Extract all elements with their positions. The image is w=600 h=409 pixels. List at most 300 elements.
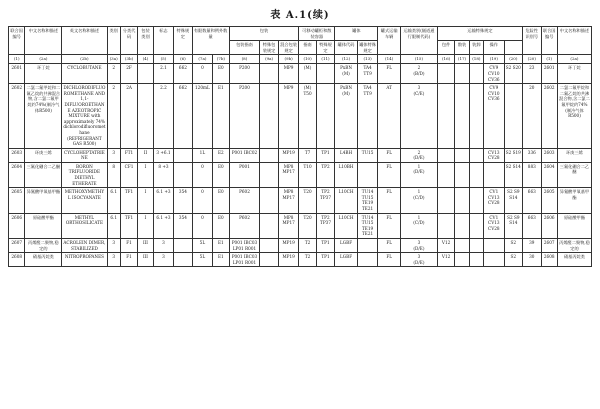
cell-cls: 2 bbox=[107, 84, 120, 149]
table-title: 表 A.1(续) bbox=[270, 10, 330, 21]
cell-eq: E0 bbox=[213, 64, 229, 84]
cell-pg bbox=[138, 64, 153, 84]
cell-cat bbox=[400, 253, 437, 267]
cell-un: 2601 bbox=[9, 64, 25, 84]
cell-lq: 5L bbox=[192, 239, 213, 253]
cell-veh: FL bbox=[378, 253, 401, 267]
transport-category: 3 bbox=[417, 240, 421, 245]
cell-en: CYCLOBUTANE bbox=[62, 64, 107, 84]
column-number: (16) bbox=[437, 55, 454, 64]
column-number: (1) bbox=[9, 55, 25, 64]
cell-v19 bbox=[484, 239, 505, 253]
cell-eq: E0 bbox=[213, 213, 229, 238]
cell-mp: MP8 MP17 bbox=[278, 188, 299, 213]
cell-veh: FL bbox=[378, 188, 401, 213]
cell-code: TF1 bbox=[120, 213, 137, 238]
cell-ti: T2 bbox=[299, 253, 316, 267]
cell-cn2: 硝基丙烷类 bbox=[557, 253, 591, 267]
cell-v16 bbox=[437, 213, 454, 238]
cell-psp bbox=[260, 84, 278, 149]
table-row bbox=[9, 64, 592, 84]
header-bulk: 散装 bbox=[455, 41, 469, 55]
cell-cat bbox=[400, 188, 437, 213]
cell-lbl: 6.1 +3 bbox=[153, 188, 174, 213]
cell-cls: 6.1 bbox=[107, 188, 120, 213]
cell-pg: I bbox=[138, 188, 153, 213]
cell-un2: 2604 bbox=[541, 162, 557, 187]
cell-sp: 662 bbox=[174, 64, 192, 84]
cell-un: 2603 bbox=[9, 148, 25, 162]
header-cn-name-right: 中文名称和描述 bbox=[557, 27, 591, 55]
cell-cls: 3 bbox=[107, 253, 120, 267]
table-row bbox=[9, 148, 592, 162]
header-packaging: 包装 bbox=[229, 27, 299, 41]
cell-lq: 0 bbox=[192, 188, 213, 213]
cell-v18 bbox=[469, 84, 483, 149]
cell-ts: TA4 TT9 bbox=[357, 84, 378, 149]
column-number: (17) bbox=[455, 55, 469, 64]
cell-cls: 3 bbox=[107, 148, 120, 162]
cell-en: DICHLORODIFLUOROMETHANE AND 1,1-DIFLUOROETHANE AZEOTROPIC MIXTURE with approximately 74% dichlorodifluoromethane (REFRIGERANT GAS R500) bbox=[62, 84, 107, 149]
cell-hin: 23 bbox=[523, 64, 541, 84]
cell-v16: V12 bbox=[437, 239, 454, 253]
cell-un: 2602 bbox=[9, 84, 25, 149]
column-number: (19) bbox=[484, 55, 505, 64]
header-pack-instructions: 包装指南 bbox=[229, 41, 260, 55]
table-row bbox=[9, 162, 592, 187]
cell-v16 bbox=[437, 64, 454, 84]
cell-sp bbox=[174, 253, 192, 267]
cell-un2: 2607 bbox=[541, 239, 557, 253]
column-number: (13) bbox=[357, 55, 378, 64]
cell-lq: 5L bbox=[192, 253, 213, 267]
cell-eq: E1 bbox=[213, 239, 229, 253]
cell-v20: S2 bbox=[504, 253, 522, 267]
cell-tsp: TP2 TP37 bbox=[316, 188, 334, 213]
header-un: 联合国编号 bbox=[9, 27, 25, 55]
column-number: (2a) bbox=[25, 55, 62, 64]
dangerous-goods-table bbox=[8, 26, 592, 267]
cell-pi: P602 bbox=[229, 188, 260, 213]
cell-cat bbox=[400, 84, 437, 149]
cell-pg bbox=[138, 84, 153, 149]
cell-v17 bbox=[455, 84, 469, 149]
header-pack-special: 特殊包装规定 bbox=[260, 41, 278, 55]
tunnel-code: (D/E) bbox=[413, 155, 425, 161]
header-loading: 装卸 bbox=[469, 41, 483, 55]
cell-v18 bbox=[469, 188, 483, 213]
cell-v20: S2 S20 bbox=[504, 64, 522, 84]
cell-eq: E2 bbox=[213, 148, 229, 162]
column-number: (2a) bbox=[557, 55, 591, 64]
column-number: (5) bbox=[153, 55, 174, 64]
header-special-provisions: 特殊规定 bbox=[174, 27, 192, 55]
cell-pi: P200 bbox=[229, 84, 260, 149]
cell-un2: 2608 bbox=[541, 253, 557, 267]
cell-cat bbox=[400, 239, 437, 253]
table-row bbox=[9, 213, 592, 238]
cell-ts: TU14 TU15 TE19 TE21 bbox=[357, 213, 378, 238]
cell-v18 bbox=[469, 162, 483, 187]
table-row bbox=[9, 188, 592, 213]
cell-mp: MP8 MP17 bbox=[278, 162, 299, 187]
cell-sp bbox=[174, 162, 192, 187]
cell-tsp: TP1 bbox=[316, 239, 334, 253]
column-number: (4) bbox=[138, 55, 153, 64]
table-body bbox=[9, 64, 592, 267]
column-number: (1) bbox=[541, 55, 557, 64]
cell-hin: 883 bbox=[523, 162, 541, 187]
cell-en: CYCLOHEPTATRIENE bbox=[62, 148, 107, 162]
cell-v17 bbox=[455, 148, 469, 162]
cell-v17 bbox=[455, 213, 469, 238]
cell-tc: LGBF bbox=[335, 253, 358, 267]
cell-mp: MP9 bbox=[278, 64, 299, 84]
header-tank-spec: 罐体特殊规定 bbox=[357, 41, 378, 55]
table-row bbox=[9, 239, 592, 253]
header-cn-name: 中文名称和描述 bbox=[25, 27, 62, 55]
header-tank-code: 罐体代码 bbox=[335, 41, 358, 55]
cell-cn: 环庚三烯 bbox=[25, 148, 62, 162]
cell-ts bbox=[357, 162, 378, 187]
cell-cls: 6.1 bbox=[107, 213, 120, 238]
cell-tc: PxBN (M) bbox=[335, 64, 358, 84]
cell-cat bbox=[400, 162, 437, 187]
cell-ts bbox=[357, 239, 378, 253]
cell-pi: P001 bbox=[229, 162, 260, 187]
cell-pg: III bbox=[138, 239, 153, 253]
cell-tsp: TP1 bbox=[316, 253, 334, 267]
cell-cn: 三氟化硼合二乙醚 bbox=[25, 162, 62, 187]
cell-ts: TU14 TU15 TE19 TE21 bbox=[357, 188, 378, 213]
cell-cn: 原硅酸甲酯 bbox=[25, 213, 62, 238]
cell-eq: E1 bbox=[213, 253, 229, 267]
cell-v18 bbox=[469, 253, 483, 267]
cell-lq: 0 bbox=[192, 162, 213, 187]
cell-eq: E0 bbox=[213, 162, 229, 187]
cell-v20: S2 S9 S14 bbox=[504, 188, 522, 213]
cell-code: F1 bbox=[120, 253, 137, 267]
cell-code: TF1 bbox=[120, 188, 137, 213]
cell-v19: CV9 CV10 CV36 bbox=[484, 64, 505, 84]
cell-v19: CV9 CV10 CV36 bbox=[484, 84, 505, 149]
cell-cn: 异氰酸甲氧基甲酯 bbox=[25, 188, 62, 213]
cell-v16: V12 bbox=[437, 253, 454, 267]
cell-pi: P200 bbox=[229, 64, 260, 84]
cell-v19: CV1 CV13 CV28 bbox=[484, 213, 505, 238]
column-number: (3a) bbox=[107, 55, 120, 64]
cell-cn2: 二氯二氟甲烷和二氟乙烷的共沸混合物,含二氯二氟甲烷约74%(制冷气体R500) bbox=[557, 84, 591, 149]
cell-un: 2604 bbox=[9, 162, 25, 187]
cell-tc: L4BH bbox=[335, 148, 358, 162]
column-number: (11) bbox=[316, 55, 334, 64]
cell-sp: 354 bbox=[174, 213, 192, 238]
cell-code: CF1 bbox=[120, 162, 137, 187]
cell-ti: T2 bbox=[299, 239, 316, 253]
tunnel-code: (D/E) bbox=[413, 245, 425, 251]
header-un-right: 联合国编号 bbox=[541, 27, 557, 55]
header-blank bbox=[504, 41, 522, 55]
cell-v17 bbox=[455, 64, 469, 84]
header-transport-category: 运输类别(隧道通行限制代码) bbox=[400, 27, 437, 55]
cell-v20: S2 bbox=[504, 239, 522, 253]
column-number-row bbox=[9, 55, 592, 64]
cell-lbl: 3 +6.1 bbox=[153, 148, 174, 162]
cell-v20 bbox=[504, 84, 522, 149]
cell-veh: FL bbox=[378, 162, 401, 187]
column-number: (10) bbox=[299, 55, 316, 64]
cell-pi: P001 IBC02 bbox=[229, 148, 260, 162]
column-number: (6) bbox=[174, 55, 192, 64]
cell-psp bbox=[260, 64, 278, 84]
cell-ts: TA4 TT9 bbox=[357, 64, 378, 84]
cell-sp: 354 bbox=[174, 188, 192, 213]
cell-v17 bbox=[455, 239, 469, 253]
cell-code: FT1 bbox=[120, 148, 137, 162]
header-class: 类别 bbox=[107, 27, 120, 55]
cell-pg: I bbox=[138, 162, 153, 187]
tunnel-code: (B/D) bbox=[413, 70, 425, 76]
header-special-transport: 运输特殊规定 bbox=[437, 27, 522, 41]
table-row bbox=[9, 253, 592, 267]
cell-cn: 硝基丙烷类 bbox=[25, 253, 62, 267]
cell-tsp bbox=[316, 84, 334, 149]
column-number: (2b) bbox=[62, 55, 107, 64]
cell-hin: 20 bbox=[523, 84, 541, 149]
cell-v18 bbox=[469, 64, 483, 84]
cell-en: METHYL ORTHOSILICATE bbox=[62, 213, 107, 238]
cell-sp bbox=[174, 148, 192, 162]
header-portable-tanks: 可移动罐柜和散装容器 bbox=[299, 27, 335, 41]
cell-lq: 120mL bbox=[192, 84, 213, 149]
cell-cat bbox=[400, 213, 437, 238]
cell-psp bbox=[260, 213, 278, 238]
cell-code: F1 bbox=[120, 239, 137, 253]
header-packages: 包件 bbox=[437, 41, 454, 55]
cell-v16 bbox=[437, 84, 454, 149]
cell-eq: E0 bbox=[213, 188, 229, 213]
column-number: (8) bbox=[229, 55, 260, 64]
cell-psp bbox=[260, 162, 278, 187]
cell-lq: 0 bbox=[192, 64, 213, 84]
cell-hin: 336 bbox=[523, 148, 541, 162]
column-number: (7a) bbox=[192, 55, 213, 64]
cell-en: BORON TRIFLUORIDE DIETHYL ETHERATE bbox=[62, 162, 107, 187]
cell-un: 2607 bbox=[9, 239, 25, 253]
cell-v20: S2 S9 S14 bbox=[504, 213, 522, 238]
cell-cn2: 环丁烷 bbox=[557, 64, 591, 84]
cell-en: ACROLEIN DIMER, STABILIZED bbox=[62, 239, 107, 253]
tunnel-code: (C/D) bbox=[413, 194, 425, 200]
cell-tsp: TP1 bbox=[316, 148, 334, 162]
transport-category: 1 bbox=[417, 163, 421, 169]
cell-eq: E1 bbox=[213, 84, 229, 149]
cell-mp: MP19 bbox=[278, 253, 299, 267]
cell-un2: 2605 bbox=[541, 188, 557, 213]
cell-tc: LGBF bbox=[335, 239, 358, 253]
column-number: (14) bbox=[378, 55, 401, 64]
cell-lbl: 3 bbox=[153, 239, 174, 253]
cell-mp: MP19 bbox=[278, 148, 299, 162]
cell-pg: III bbox=[138, 253, 153, 267]
column-number: (7b) bbox=[213, 55, 229, 64]
header-tank-instructions: 指南 bbox=[299, 41, 316, 55]
cell-veh: FL bbox=[378, 213, 401, 238]
table-row bbox=[9, 84, 592, 149]
cell-cat bbox=[400, 148, 437, 162]
transport-category: 3 bbox=[417, 254, 421, 260]
column-number: (18) bbox=[469, 55, 483, 64]
column-number: (15) bbox=[400, 55, 437, 64]
cell-psp bbox=[260, 188, 278, 213]
cell-psp bbox=[260, 148, 278, 162]
cell-pi: P001 IBC03 LP01 R001 bbox=[229, 239, 260, 253]
cell-v16 bbox=[437, 188, 454, 213]
tunnel-code: (C/E) bbox=[413, 90, 425, 96]
cell-v16 bbox=[437, 148, 454, 162]
cell-veh: FL bbox=[378, 239, 401, 253]
cell-un: 2608 bbox=[9, 253, 25, 267]
cell-pi: P001 IBC03 LP01 R001 bbox=[229, 253, 260, 267]
cell-lq: 0 bbox=[192, 213, 213, 238]
column-number: (20) bbox=[523, 55, 541, 64]
cell-cn2: 丙烯醛二聚物,稳定的 bbox=[557, 239, 591, 253]
cell-v19 bbox=[484, 162, 505, 187]
transport-category: 2 bbox=[417, 149, 421, 155]
column-number: (9a) bbox=[260, 55, 278, 64]
transport-category: 3 bbox=[417, 85, 421, 91]
cell-psp bbox=[260, 239, 278, 253]
cell-lq: 1L bbox=[192, 148, 213, 162]
column-number: (20) bbox=[504, 55, 522, 64]
cell-ts bbox=[357, 253, 378, 267]
cell-ts: TU15 bbox=[357, 148, 378, 162]
header-mixed-packing: 混合包装规定 bbox=[278, 41, 299, 55]
cell-ti: T7 bbox=[299, 148, 316, 162]
column-number: (3b) bbox=[120, 55, 137, 64]
cell-v18 bbox=[469, 213, 483, 238]
cell-v19 bbox=[484, 253, 505, 267]
header-labels: 标志 bbox=[153, 27, 174, 55]
cell-v17 bbox=[455, 253, 469, 267]
cell-un: 2605 bbox=[9, 188, 25, 213]
cell-cls: 2 bbox=[107, 64, 120, 84]
cell-cn2: 异氰酸甲氧基甲酯 bbox=[557, 188, 591, 213]
cell-tc: L10CH bbox=[335, 188, 358, 213]
cell-mp: MP9 bbox=[278, 84, 299, 149]
cell-lbl: 2.2 bbox=[153, 84, 174, 149]
cell-veh: AT bbox=[378, 84, 401, 149]
cell-v16 bbox=[437, 162, 454, 187]
cell-en: METHOXYMETHYL ISOCYANATE bbox=[62, 188, 107, 213]
cell-cn: 二氯二氟甲烷和二氟乙烷的共沸混合物,含二氯二氟甲烷约74%(制冷气体R500) bbox=[25, 84, 62, 149]
cell-un2: 2602 bbox=[541, 84, 557, 149]
cell-lbl: 6.1 +3 bbox=[153, 213, 174, 238]
transport-category: 1 bbox=[417, 189, 421, 195]
cell-code: 2F bbox=[120, 64, 137, 84]
cell-v18 bbox=[469, 148, 483, 162]
cell-un: 2606 bbox=[9, 213, 25, 238]
cell-tc: PxBN (M) bbox=[335, 84, 358, 149]
cell-tsp bbox=[316, 64, 334, 84]
cell-ti: (M) T50 bbox=[299, 84, 316, 149]
cell-hin: 663 bbox=[523, 188, 541, 213]
cell-v17 bbox=[455, 162, 469, 187]
cell-lbl: 3 bbox=[153, 253, 174, 267]
cell-cn2: 原硅酸甲酯 bbox=[557, 213, 591, 238]
cell-ti: (M) bbox=[299, 64, 316, 84]
tunnel-code: (C/D) bbox=[413, 220, 425, 226]
cell-cn2: 三氟化硼合二乙醚 bbox=[557, 162, 591, 187]
header-en-name: 英文名称和描述 bbox=[62, 27, 107, 55]
cell-cls: 8 bbox=[107, 162, 120, 187]
cell-tc: L10BH bbox=[335, 162, 358, 187]
cell-v17 bbox=[455, 188, 469, 213]
cell-ti: T10 bbox=[299, 162, 316, 187]
cell-v20: S2 S14 bbox=[504, 162, 522, 187]
cell-code: 2A bbox=[120, 84, 137, 149]
cell-cn: 环丁烷 bbox=[25, 64, 62, 84]
cell-sp: 662 bbox=[174, 84, 192, 149]
cell-pg: II bbox=[138, 148, 153, 162]
cell-v19: CV13 CV28 bbox=[484, 148, 505, 162]
cell-v19: CV1 CV13 CV28 bbox=[484, 188, 505, 213]
cell-cat bbox=[400, 64, 437, 84]
cell-v20: S2 S19 bbox=[504, 148, 522, 162]
cell-hin: 663 bbox=[523, 213, 541, 238]
cell-mp: MP8 MP17 bbox=[278, 213, 299, 238]
cell-lbl: 8 +3 bbox=[153, 162, 174, 187]
cell-lbl: 2.1 bbox=[153, 64, 174, 84]
cell-cls: 3 bbox=[107, 239, 120, 253]
cell-hin: 39 bbox=[523, 239, 541, 253]
cell-mp: MP19 bbox=[278, 239, 299, 253]
column-number: (9b) bbox=[278, 55, 299, 64]
cell-veh: FL bbox=[378, 64, 401, 84]
header-tanks: 罐体 bbox=[335, 27, 378, 41]
header-tank-special: 特殊规定 bbox=[316, 41, 334, 55]
cell-v18 bbox=[469, 239, 483, 253]
cell-veh: FL bbox=[378, 148, 401, 162]
cell-pi: P602 bbox=[229, 213, 260, 238]
header-class-code: 分类代码 bbox=[120, 27, 137, 55]
header-vehicle: 罐式运输车辆 bbox=[378, 27, 401, 55]
tunnel-code: (D/E) bbox=[413, 259, 425, 265]
cell-sp bbox=[174, 239, 192, 253]
transport-category: 1 bbox=[417, 214, 421, 220]
cell-tsp: TP2 bbox=[316, 162, 334, 187]
cell-psp bbox=[260, 253, 278, 267]
cell-cn2: 环庚三烯 bbox=[557, 148, 591, 162]
cell-tsp: TP2 TP37 bbox=[316, 213, 334, 238]
cell-ti: T20 bbox=[299, 213, 316, 238]
header-limited-quantities: 有限数量和例外数量 bbox=[192, 27, 229, 55]
header-operation: 操作 bbox=[484, 41, 505, 55]
header-hazard-id: 危险性识别号 bbox=[523, 27, 541, 55]
header-packing-group: 包装类别 bbox=[138, 27, 153, 55]
cell-cn: 丙烯醛二聚物,稳定的 bbox=[25, 239, 62, 253]
column-number: (12) bbox=[335, 55, 358, 64]
tunnel-code: (D/E) bbox=[413, 169, 425, 175]
cell-un2: 2601 bbox=[541, 64, 557, 84]
cell-un2: 2603 bbox=[541, 148, 557, 162]
cell-ti: T20 bbox=[299, 188, 316, 213]
cell-tc: L10CH bbox=[335, 213, 358, 238]
cell-pg: I bbox=[138, 213, 153, 238]
cell-un2: 2606 bbox=[541, 213, 557, 238]
cell-hin: 30 bbox=[523, 253, 541, 267]
header-row-top bbox=[9, 27, 592, 41]
